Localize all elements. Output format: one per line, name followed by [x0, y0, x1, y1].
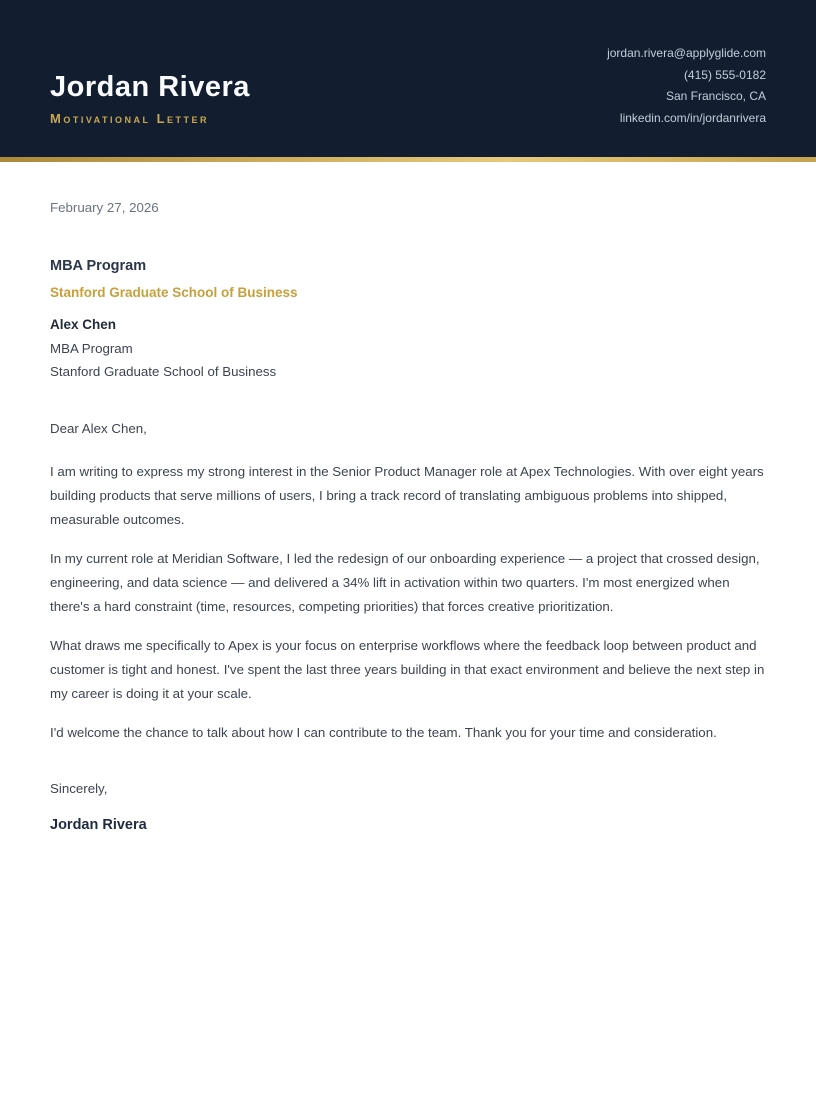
letter-paragraphs [50, 460, 766, 745]
body-paragraph: What draws me specifically to Apex is your focus on enterprise workflows where the feedback loop between product and customer is tight and honest. I've spent the last three years building in that exact environment and believe the next step in my career is doing it at your scale. [50, 638, 765, 701]
contact-phone: (415) 555-0182 [683, 67, 766, 82]
letter-header [0, 0, 816, 157]
letter-date: February 27, 2026 [50, 200, 159, 215]
recipient-contact-name: Alex Chen [50, 317, 117, 332]
contact-email: jordan.rivera@applyglide.com [607, 46, 766, 60]
body-paragraph: I'd welcome the chance to talk about how I can contribute to the team. Thank you for your time and consideration. [50, 725, 717, 740]
recipient-org-line: Stanford Graduate School of Business [50, 364, 277, 379]
recipient-dept-line: MBA Program [50, 340, 133, 356]
recipient-block [50, 257, 766, 381]
recipient-school: Stanford Graduate School of Business [50, 285, 298, 300]
gold-divider [0, 157, 816, 162]
contact-linkedin: linkedin.com/in/jordanrivera [619, 111, 766, 126]
body-paragraph: In my current role at Meridian Software, I led the redesign of our onboarding experience — a project that crossed design, engineering, and data science — and delivered a 34% lift in activation within two quarters. I'm most energized when there's a hard constraint (time, resources, competing priorities) that forces creative prioritization. [50, 551, 760, 614]
closing: Sincerely, [50, 781, 108, 796]
contact-block [607, 0, 766, 157]
letter-body [0, 199, 816, 837]
header-identity [50, 72, 250, 157]
body-paragraph: I am writing to express my strong interest in the Senior Product Manager role at Apex Technologies. With over eight years building products that serve millions of users, I bring a track record of translating ambiguous problems into shipped, measurable outcomes. [50, 464, 764, 527]
salutation: Dear Alex Chen, [50, 421, 147, 436]
document-subtitle: Motivational Letter [50, 111, 210, 126]
signature: Jordan Rivera [50, 817, 147, 833]
contact-location: San Francisco, CA [665, 89, 766, 104]
page-title: Jordan Rivera [50, 71, 250, 104]
recipient-program: MBA Program [50, 258, 147, 274]
